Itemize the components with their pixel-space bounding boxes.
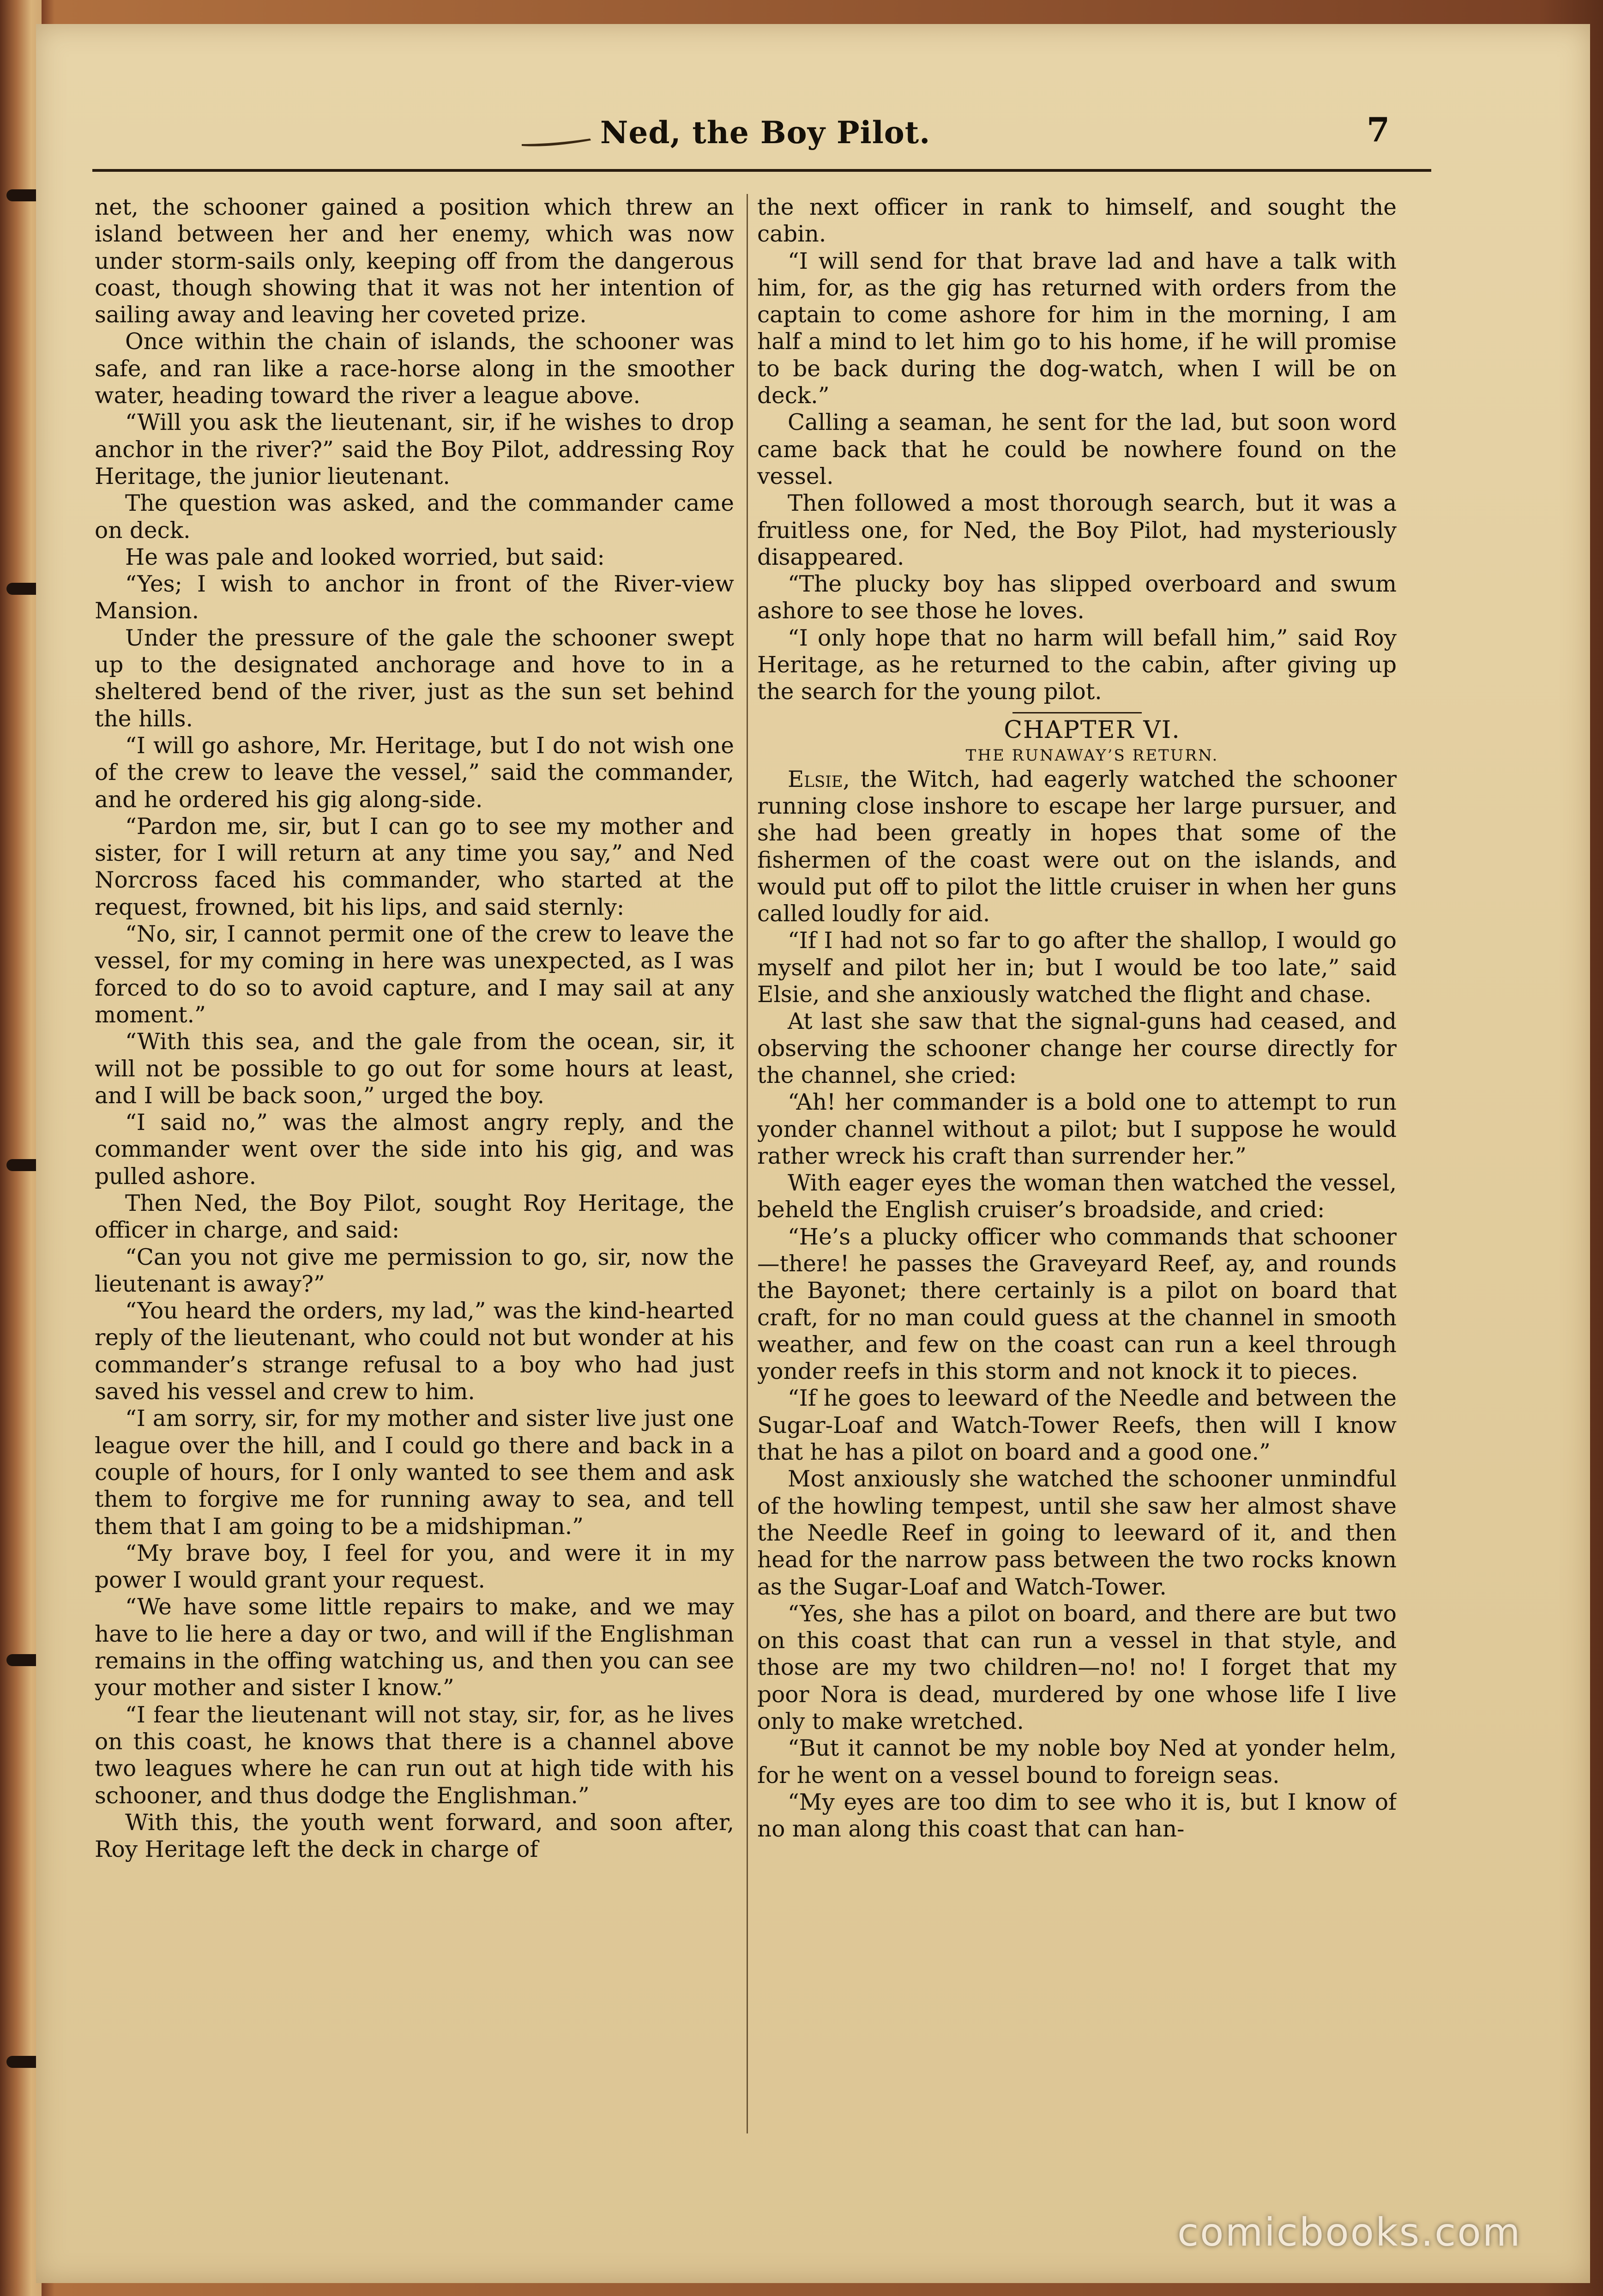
paragraph-text: “Yes, she has a pilot on board, and there are but two on this coast that can run a vessel in that style, and those are my two children—no! no! I forget that my poor Nora is dead, murdered by one whose life I live only to make wretched. — [757, 1601, 1397, 1735]
paragraph — [757, 1789, 1397, 1843]
page-title: Ned, the Boy Pilot. — [600, 115, 931, 151]
page-number: 7 — [1367, 110, 1390, 149]
paragraph-text: “But it cannot be my noble boy Ned at yonder helm, for he went on a vessel bound to foreign seas. — [757, 1735, 1397, 1788]
paragraph: Then followed a most thorough search, but it was a fruitless one, for Ned, the Boy Pilot, had mysteriously disappeared. — [757, 490, 1397, 570]
paragraph: The question was asked, and the commander came on deck. — [95, 490, 734, 544]
paragraph — [757, 1385, 1397, 1466]
paragraph: Then Ned, the Boy Pilot, sought Roy Heritage, the officer in charge, and said: — [95, 1190, 734, 1244]
paragraph: “Can you not give me permission to go, sir, now the lieutenant is away?” — [95, 1244, 734, 1297]
paragraph: “I will go ashore, Mr. Heritage, but I do not wish one of the crew to leave the vessel,” said the commander, and he ordered his gig along-side. — [95, 732, 734, 813]
paragraph — [757, 1224, 1397, 1385]
paragraph: “The plucky boy has slipped overboard and swum ashore to see those he loves. — [757, 571, 1397, 624]
paragraph: “My brave boy, I feel for you, and were it in my power I would grant your request. — [95, 1540, 734, 1594]
paragraph: “Yes; I wish to anchor in front of the River-view Mansion. — [95, 571, 734, 624]
chapter-rule — [1012, 712, 1142, 713]
paragraph — [757, 1601, 1397, 1735]
paragraph: “I only hope that no harm will befall him,” said Roy Heritage, as he returned to the cabin, after giving up the search for the young pilot. — [757, 625, 1397, 705]
paragraph: “No, sir, I cannot permit one of the crew to leave the vessel, for my coming in here was unexpected, as I was forced to do so to avoid capture, and I may sail at any moment.” — [95, 921, 734, 1028]
lead-word: Elsie, — [788, 766, 850, 792]
header-rule — [92, 169, 1431, 172]
running-header — [92, 82, 1431, 175]
paragraph: He was pale and looked worried, but said: — [125, 544, 605, 570]
paragraph: net, the schooner gained a position which threw an island between her and her enemy, which was now under storm-sails only, keeping off from the dangerous coast, though showing that it was not her intention of sailing away and leaving her coveted prize. — [95, 194, 734, 328]
paragraph-text: “My eyes are too dim to see who it is, but I know of no man along this coast that can han- — [757, 1789, 1397, 1843]
paragraph-text: Most anxiously she watched the schooner unmindful of the howling tempest, until she saw her almost shave the Needle Reef in going to leeward of it, and then head for the narrow pass between the two rocks known as the Sugar-Loaf and Watch-Tower. — [757, 1466, 1397, 1600]
paragraph: Under the pressure of the gale the schooner swept up to the designated anchorage and hove to in a sheltered bend of the river, just as the sun set behind the hills. — [95, 625, 734, 732]
paragraph — [757, 766, 1397, 928]
paragraph: Calling a seaman, he sent for the lad, but soon word came back that he could be nowhere found on the vessel. — [757, 410, 1397, 489]
paragraph: “Will you ask the lieutenant, sir, if he wishes to drop anchor in the river?” said the Boy Pilot, addressing Roy Heritage, the junior lieutenant. — [95, 410, 734, 489]
paragraph: Once within the chain of islands, the schooner was safe, and ran like a race-horse along in the smoother water, heading toward the river a league above. — [95, 329, 734, 409]
paragraph: “Pardon me, sir, but I can go to see my mother and sister, for I will return at any time you say,” and Ned Norcross faced his commander, who started at the request, frowned, bit his lips, and said sternly: — [95, 813, 734, 920]
paragraph — [757, 1735, 1397, 1789]
paragraph: “With this sea, and the gale from the ocean, sir, it will not be possible to go out for some hours at least, and I will be back soon,” urged the boy. — [95, 1029, 734, 1109]
paragraph-text: At last she saw that the signal-guns had ceased, and observing the schooner change her course directly for the channel, she cried: — [757, 1009, 1397, 1088]
paragraph — [757, 1466, 1397, 1600]
chapter-title: CHAPTER VI. — [1004, 716, 1181, 744]
paragraph-text: “If I had not so far to go after the shallop, I would go myself and pilot her in; but I would be too late,” said Elsie, and she anxiously watched the flight and chase. — [757, 928, 1397, 1008]
paragraph: “I said no,” was the almost angry reply, and the commander went over the side into his gig, and was pulled ashore. — [95, 1110, 734, 1190]
paragraph — [757, 1008, 1397, 1089]
paragraph-text: the Witch, had eagerly watched the schooner running close inshore to escape her large pursuer, and she had been greatly in hopes that some of the fishermen of the coast were out on the islands, and would put off to pilot the little cruiser in when her guns called loudly for aid. — [757, 766, 1397, 927]
paragraph: “I will send for that brave lad and have a talk with him, for, as the gig has returned with orders from the captain to come ashore for him in the morning, I am half a mind to let him go to his home, if he will promise to be back during the dog-watch, when I will be on deck.” — [757, 248, 1397, 409]
paragraph-text: “He’s a plucky officer who commands that schooner—there! he passes the Graveyard Reef, ay, and rounds the Bayonet; there certainly is a pilot on board that craft, for no man could guess at the channel in smooth weather, and few on the coast can run a keel through yonder reefs in this storm and not knock it to pieces. — [757, 1224, 1397, 1385]
paragraph-text: “Ah! her commander is a bold one to attempt to run yonder channel without a pilot; but I suppose he would rather wreck his craft than surrender her.” — [757, 1089, 1397, 1169]
text-column-right — [757, 194, 1397, 2138]
paragraph: “You heard the orders, my lad,” was the kind-hearted reply of the lieutenant, who could not but wonder at his commander’s strange refusal to a boy who had just saved his vessel and crew to him. — [95, 1298, 734, 1405]
page-binding — [0, 0, 42, 2296]
paragraph: the next officer in rank to himself, and sought the cabin. — [757, 194, 1397, 248]
paragraph: “We have some little repairs to make, and we may have to lie here a day or two, and will if the Englishman remains in the offing watching us, and then you can see your mother and sister I know.” — [95, 1594, 734, 1701]
paragraph-text: “If he goes to leeward of the Needle and between the Sugar-Loaf and Watch-Tower Reefs, then will I know that he has a pilot on board and a good one.” — [757, 1385, 1397, 1466]
chapter-subtitle: THE RUNAWAY’S RETURN. — [965, 746, 1219, 765]
paragraph: “I am sorry, sir, for my mother and sister live just one league over the hill, and I could go there and back in a couple of hours, for I only wanted to see them and ask them to forgive me for running away to sea, and tell them that I am going to be a midshipman.” — [95, 1406, 734, 1540]
paragraph: With this, the youth went forward, and soon after, Roy Heritage left the deck in charge of — [95, 1809, 734, 1863]
paragraph — [757, 1089, 1397, 1170]
paragraph-text: With eager eyes the woman then watched the vessel, beheld the English cruiser’s broadside, and cried: — [757, 1170, 1397, 1223]
flourish-ornament — [522, 138, 591, 149]
paragraph: “I fear the lieutenant will not stay, sir, for, as he lives on this coast, he knows that there is a channel above two leagues where he can run out at high tide with his schooner, and thus dodge the Englishman.” — [95, 1702, 734, 1809]
paragraph — [757, 1170, 1397, 1224]
paragraph — [757, 927, 1397, 1008]
watermark-text: comicbooks.com — [1177, 2210, 1522, 2255]
text-column-left — [95, 194, 734, 2138]
column-divider — [747, 194, 748, 2133]
